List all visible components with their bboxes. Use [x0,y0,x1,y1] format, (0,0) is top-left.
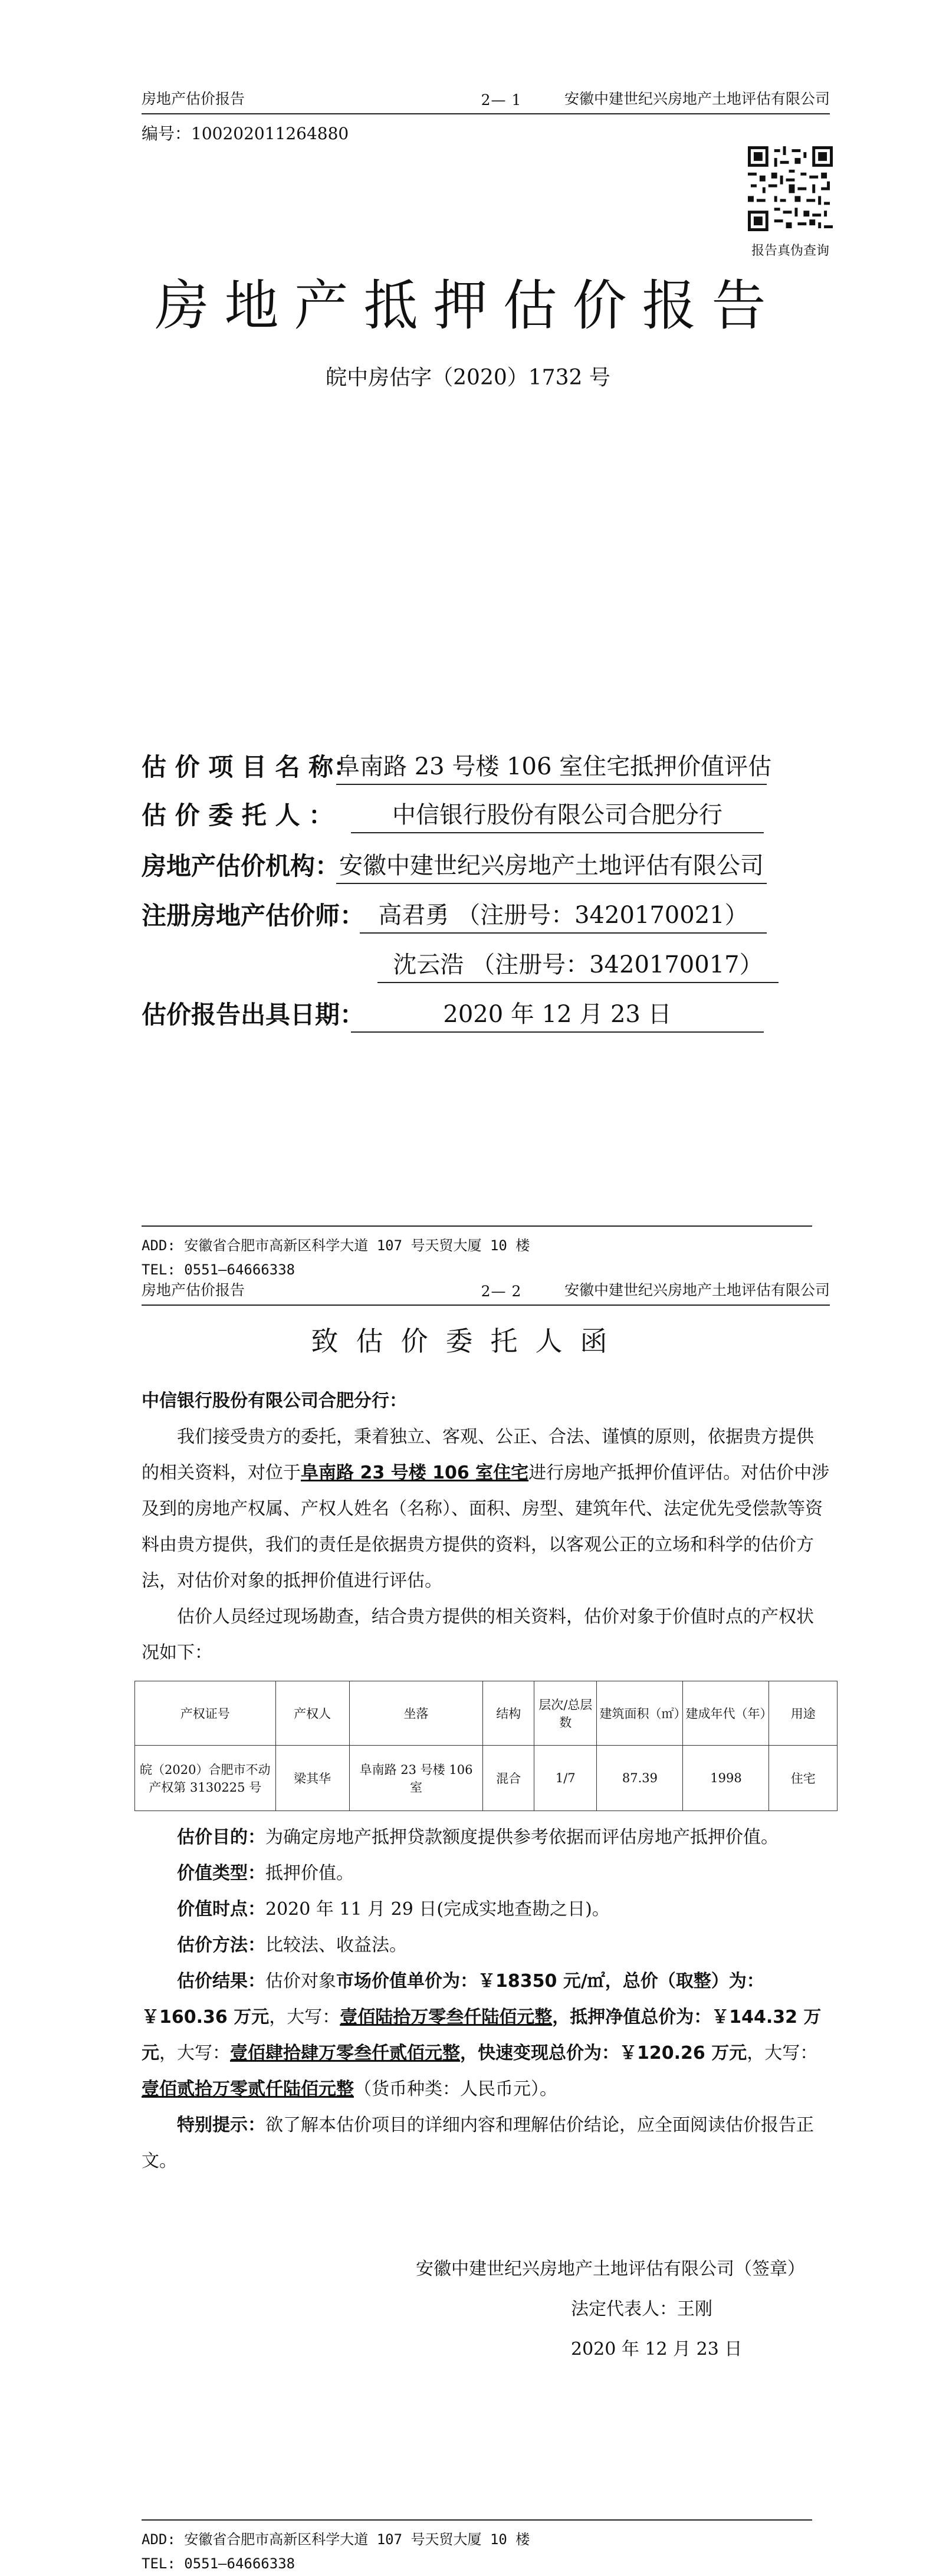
legal-representative: 法定代表人：王刚 [571,2299,712,2319]
letter-body [142,1383,830,1671]
column-header: 用途 [769,1681,838,1746]
property-address: 阜南路 23 号楼 106 室住宅 [301,1463,529,1483]
document-number: 皖中房估字（2020）1732 号 [326,366,610,390]
result-text: （货币种类：人民币元）。 [354,2079,557,2099]
header-left: 房地产估价报告 [142,1282,245,1299]
column-header: 结构 [483,1681,534,1746]
method-line [142,1927,830,1963]
column-header: 建筑面积（㎡） [597,1681,683,1746]
result-text: ，大写： [159,2043,230,2064]
result-text: ，大写： [269,2007,340,2028]
value-type-label: 价值类型： [177,1863,265,1884]
footer-address: ADD: 安徽省合肥市高新区科学大道 107 号天贸大厦 10 楼 [142,1237,530,1254]
page-header [142,1280,830,1306]
page-header [142,88,830,114]
purpose-value: 为确定房地产抵押贷款额度提供参考依据而评估房地产抵押价值。 [265,1827,779,1848]
field-label: 估价报告出具日期： [142,1000,365,1029]
paragraph-survey: 估价人员经过现场勘查，结合贵方提供的相关资料，估价对象于价值时点的产权状况如下： [142,1606,814,1663]
table-cell: 阜南路 23 号楼 106 室 [349,1746,483,1811]
header-page-number: 2— 1 [481,91,522,109]
table-cell: 1998 [683,1746,769,1811]
column-header: 产权人 [275,1681,349,1746]
header-right: 安徽中建世纪兴房地产土地评估有限公司 [564,1282,830,1299]
value-type-line [142,1855,830,1891]
column-header: 建成年代（年） [683,1681,769,1746]
qr-code[interactable] [748,146,833,231]
field-label: 注册房地产估价师： [142,901,365,930]
net-mortgage-value: ，抵押净值总价为：￥144.32 万元 [142,2007,822,2064]
market-value-words: 壹佰陆拾万零叁仟陆佰元整 [340,2007,553,2028]
letter-title: 致估价委托人函 [311,1325,625,1357]
letter-body-continued [142,1819,830,2179]
value-date-value: 2020 年 11 月 29 日(完成实地查勘之日)。 [265,1899,610,1920]
table-cell: 住宅 [769,1746,838,1811]
market-value: 市场价值单价为：￥18350 元/㎡，总价（取整）为：￥160.36 万元 [142,1971,764,2028]
paragraph-text: 进行房地产抵押价值评估。对估价中涉及到的房地产权属、产权人姓名（名称）、面积、房型、建筑年代、法定优先受偿款等资料由贵方提供，我们的责任是依据贵方提供的资料，以客观公正的立场和科学的估价方法，对估价对象的抵押价值进行评估。 [142,1463,830,1591]
field-value: 中信银行股份有限公司合肥分行 [351,796,764,833]
footer-address: ADD: 安徽省合肥市高新区科学大道 107 号天贸大厦 10 楼 [142,2531,530,2548]
field-value: 安徽中建世纪兴房地产土地评估有限公司 [336,847,767,884]
company-signature: 安徽中建世纪兴房地产土地评估有限公司（签章） [416,2259,805,2279]
value-type-value: 抵押价值。 [265,1863,354,1884]
column-header: 层次/总层数 [534,1681,597,1746]
signature-date: 2020 年 12 月 23 日 [571,2339,743,2360]
header-page-number: 2— 2 [481,1283,522,1300]
field-label: 估 价 项 目 名 称： [142,753,359,781]
addressee: 中信银行股份有限公司合肥分行： [142,1391,407,1411]
report-title: 房地产抵押估价报告 [155,274,781,337]
value-date-label: 价值时点： [177,1899,265,1920]
table-cell: 混合 [483,1746,534,1811]
paragraph-intro [142,1419,830,1599]
table-cell: 梁其华 [275,1746,349,1811]
field-value: 高君勇 （注册号：3420170021） [360,896,767,934]
field-value: 2020 年 12 月 23 日 [351,995,764,1033]
field-value: 沈云浩 （注册号：3420170017） [377,946,779,983]
cover-page [0,0,936,1280]
column-header: 产权证号 [135,1681,276,1746]
table-header-row [135,1681,838,1746]
result-label: 估价结果： [177,1971,265,1992]
value-date-line [142,1891,830,1927]
note-value: 欲了解本估价项目的详细内容和理解估价结论，应全面阅读估价报告正文。 [142,2115,814,2171]
header-right: 安徽中建世纪兴房地产土地评估有限公司 [564,90,830,107]
page-footer [142,1225,812,1278]
page-footer [142,2519,812,2572]
method-value: 比较法、收益法。 [265,1935,407,1956]
special-note [142,2107,830,2179]
method-label: 估价方法： [177,1935,265,1956]
purpose-line [142,1819,830,1855]
table-cell: 1/7 [534,1746,597,1811]
table-row [135,1746,838,1811]
paragraph-text: 我们接受贵方的委托，秉着独立、客观、公正、合法、谨慎的原则，依据贵方提供的相关资料，对位于 [142,1427,814,1483]
property-table [134,1681,838,1811]
net-mortgage-value-words: 壹佰肆拾肆万零叁仟贰佰元整 [230,2043,460,2064]
qr-caption: 报告真伪查询 [751,244,829,258]
table-cell: 87.39 [597,1746,683,1811]
note-label: 特别提示： [177,2115,265,2135]
report-number: 编号：100202011264880 [142,124,349,143]
table-cell: 皖（2020）合肥市不动产权第 3130225 号 [135,1746,276,1811]
result-paragraph [142,1963,830,2107]
field-label: 房地产估价机构： [142,852,340,880]
column-header: 坐落 [349,1681,483,1746]
field-label: 估 价 委 托 人 ： [142,801,334,830]
footer-tel: TEL: 0551—64666338 [142,2555,295,2572]
field-value: 阜南路 23 号楼 106 室住宅抵押价值评估 [336,748,767,785]
quick-sale-value: ，快速变现总价为：￥120.26 万元 [460,2043,747,2064]
purpose-label: 估价目的： [177,1827,265,1848]
result-text: ，大写： [747,2043,818,2064]
header-left: 房地产估价报告 [142,90,245,107]
footer-tel: TEL: 0551—64666338 [142,1261,295,1278]
quick-sale-value-words: 壹佰贰拾万零贰仟陆佰元整 [142,2079,354,2099]
result-text: 估价对象 [265,1971,336,1992]
